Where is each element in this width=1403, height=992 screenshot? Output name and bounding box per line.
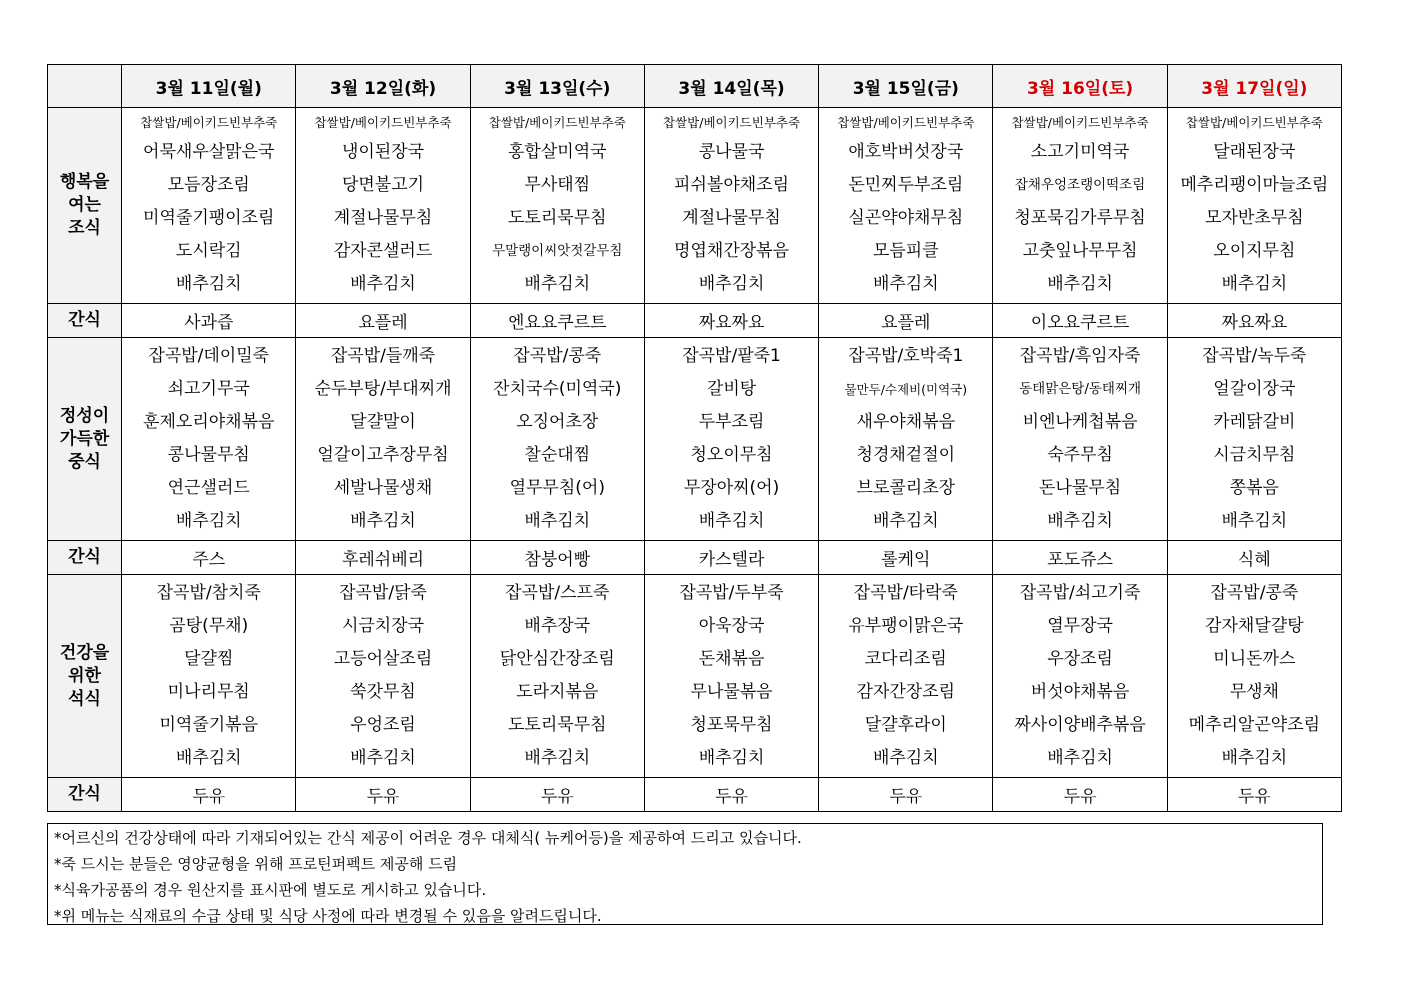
menu-item: 피쉬볼야채조림 — [674, 175, 790, 195]
menu-item: 배추김치 — [872, 274, 939, 294]
day-header: 3월 13일(수) — [470, 65, 644, 108]
snack-cell: 포도쥬스 — [993, 541, 1167, 575]
snack-cell: 엔요요쿠르트 — [470, 304, 644, 338]
menu-item: 세발나물생채 — [333, 478, 433, 498]
menu-item: 계절나물무침 — [682, 208, 781, 228]
menu-item: 찹쌀밥/베이키드빈부추죽 — [488, 115, 626, 130]
menu-item: 새우야채볶음 — [856, 412, 956, 432]
menu-item: 배추김치 — [350, 511, 416, 531]
meal-cell — [993, 108, 1167, 304]
menu-item: 청오이무침 — [690, 445, 773, 465]
menu-item: 모듬피클 — [872, 241, 939, 261]
menu-item: 배추김치 — [872, 511, 939, 531]
menu-item: 청포묵김가루무침 — [1014, 208, 1146, 228]
meal-label-line: 여는 — [68, 195, 101, 215]
menu-item: 배추김치 — [175, 748, 242, 768]
menu-item: 명엽채간장볶음 — [674, 241, 790, 261]
menu-item: 잡곡밥/콩죽 — [513, 346, 602, 366]
menu-item: 배추김치 — [1221, 748, 1288, 768]
snack-cell: 이오요쿠르트 — [993, 304, 1167, 338]
menu-item: 냉이된장국 — [341, 142, 425, 162]
dinner-row — [48, 575, 1342, 778]
menu-item: 배추김치 — [698, 274, 765, 294]
menu-item: 무말랭이씨앗젓갈무침 — [492, 243, 623, 259]
menu-item: 열무장국 — [1047, 616, 1113, 636]
menu-item: 메추리팽이마늘조림 — [1180, 175, 1329, 195]
snack-cell: 요플레 — [296, 304, 470, 338]
meal-cell — [644, 575, 818, 778]
menu-item: 배추김치 — [175, 511, 242, 531]
menu-item: 배추김치 — [175, 274, 242, 294]
breakfast-row — [48, 108, 1342, 304]
menu-item: 코다리조림 — [864, 649, 947, 669]
meal-cell — [470, 108, 644, 304]
snack-label: 간식 — [48, 304, 122, 338]
snack-cell: 요플레 — [819, 304, 993, 338]
menu-item: 우엉조림 — [350, 715, 416, 735]
menu-item: 도라지볶음 — [516, 682, 599, 702]
meal-label-line: 행복을 — [59, 172, 110, 192]
menu-item: 애호박버섯장국 — [848, 142, 964, 162]
snack-row — [48, 778, 1342, 812]
menu-item: 무나물볶음 — [690, 682, 773, 702]
menu-item: 오징어초장 — [516, 412, 599, 432]
menu-item: 잡곡밥/팥죽1 — [682, 346, 781, 366]
menu-item: 콩나물무침 — [167, 445, 250, 465]
menu-item: 배추김치 — [524, 748, 591, 768]
menu-item: 잡곡밥/스프죽 — [505, 583, 610, 603]
menu-item: 계절나물무침 — [333, 208, 433, 228]
menu-item: 배추김치 — [1047, 274, 1113, 294]
menu-item: 훈제오리야채볶음 — [143, 412, 275, 432]
menu-item: 모자반초무침 — [1205, 208, 1304, 228]
snack-cell: 사과즙 — [122, 304, 296, 338]
menu-item: 배추김치 — [524, 511, 591, 531]
menu-item: 소고기미역국 — [1030, 142, 1130, 162]
menu-item: 배추김치 — [1047, 511, 1113, 531]
meal-cell — [1167, 575, 1341, 778]
menu-item: 물만두/수제비(미역국) — [844, 382, 968, 397]
menu-item: 버섯야채볶음 — [1030, 682, 1130, 702]
note-line: *식육가공품의 경우 원산지를 표시판에 별도로 게시하고 있습니다. — [54, 881, 487, 899]
menu-item: 찹쌀밥/베이키드빈부추죽 — [663, 115, 801, 130]
snack-cell: 두유 — [122, 778, 296, 812]
menu-item: 실곤약야채무침 — [848, 208, 964, 228]
menu-item: 우장조림 — [1047, 649, 1113, 669]
snack-cell: 두유 — [993, 778, 1167, 812]
menu-item: 고등어살조림 — [333, 649, 433, 669]
menu-item: 연근샐러드 — [167, 478, 250, 498]
menu-item: 유부팽이맑은국 — [848, 616, 964, 636]
menu-item: 얼갈이장국 — [1213, 379, 1296, 399]
snack-cell: 롤케익 — [819, 541, 993, 575]
day-header: 3월 11일(월) — [122, 65, 296, 108]
menu-item: 잡곡밥/닭죽 — [339, 583, 427, 603]
menu-item: 동태맑은탕/동태찌개 — [1019, 381, 1142, 397]
note-line: *위 메뉴는 식재료의 수급 상태 및 식당 사정에 따라 변경될 수 있음을 알려드립니다. — [54, 907, 602, 925]
menu-item: 달걀말이 — [350, 412, 416, 432]
menu-item: 잡곡밥/타락죽 — [853, 583, 958, 603]
menu-item: 미니돈까스 — [1213, 649, 1296, 669]
menu-item: 브로콜리초장 — [856, 478, 956, 498]
snack-cell: 두유 — [296, 778, 470, 812]
meal-cell — [470, 575, 644, 778]
menu-item: 배추김치 — [350, 748, 416, 768]
menu-item: 배추김치 — [350, 274, 416, 294]
lunch-label — [48, 338, 122, 541]
menu-item: 잡곡밥/녹두죽 — [1202, 346, 1307, 366]
menu-table-body — [48, 108, 1342, 812]
menu-item: 달걀후라이 — [864, 715, 947, 735]
snack-cell: 짜요짜요 — [1167, 304, 1341, 338]
snack-cell: 후레쉬베리 — [296, 541, 470, 575]
menu-item: 모듬장조림 — [167, 175, 250, 195]
menu-item: 배추김치 — [524, 274, 591, 294]
menu-item: 얼갈이고추장무침 — [317, 445, 449, 465]
menu-item: 잡곡밥/쇠고기죽 — [1019, 583, 1141, 603]
snack-cell: 참붕어빵 — [470, 541, 644, 575]
menu-item: 카레닭갈비 — [1213, 412, 1296, 432]
menu-item: 미역줄기팽이조림 — [143, 208, 275, 228]
menu-item: 찰순대찜 — [524, 445, 591, 465]
meal-label-line: 석식 — [68, 688, 101, 709]
meal-cell — [993, 575, 1167, 778]
breakfast-label — [48, 108, 122, 304]
menu-item: 돈나물무침 — [1039, 478, 1122, 498]
menu-item: 돈민찌두부조림 — [848, 175, 964, 195]
meal-cell — [819, 575, 993, 778]
lunch-row — [48, 338, 1342, 541]
menu-item: 달걀찜 — [184, 649, 234, 669]
menu-item: 무장아찌(어) — [683, 478, 780, 498]
menu-item: 비엔나케첩볶음 — [1022, 412, 1138, 432]
menu-item: 미나리무침 — [167, 682, 250, 702]
snack-cell: 두유 — [1167, 778, 1341, 812]
menu-item: 배추김치 — [698, 748, 765, 768]
snack-row — [48, 541, 1342, 575]
day-header: 3월 12일(화) — [296, 65, 470, 108]
meal-cell — [644, 338, 818, 541]
menu-item: 홍합살미역국 — [508, 142, 607, 162]
day-header: 3월 15일(금) — [819, 65, 993, 108]
menu-item: 감자간장조림 — [856, 682, 956, 702]
meal-cell — [296, 338, 470, 541]
menu-item: 메추리알곤약조림 — [1188, 715, 1321, 735]
menu-item: 감자콘샐러드 — [333, 241, 433, 261]
menu-item: 배추장국 — [524, 616, 591, 636]
menu-item: 잡곡밥/흑임자죽 — [1019, 346, 1141, 366]
menu-item: 곰탕(무채) — [169, 616, 249, 636]
dinner-label — [48, 575, 122, 778]
menu-item: 쫑볶음 — [1229, 478, 1279, 498]
menu-item: 청포묵무침 — [690, 715, 773, 735]
meal-label-line: 건강을 — [59, 642, 110, 663]
notes-box — [47, 823, 1323, 925]
snack-cell: 짜요짜요 — [644, 304, 818, 338]
menu-item: 배추김치 — [872, 748, 939, 768]
menu-item: 찹쌀밥/베이키드빈부추죽 — [837, 115, 975, 130]
menu-item: 무사태찜 — [524, 175, 591, 195]
menu-item: 순두부탕/부대찌개 — [314, 379, 452, 399]
menu-item: 어묵새우살맑은국 — [143, 142, 275, 162]
day-header-weekend: 3월 17일(일) — [1167, 65, 1341, 108]
snack-cell: 두유 — [819, 778, 993, 812]
day-header: 3월 14일(목) — [644, 65, 818, 108]
menu-item: 잡곡밥/들깨죽 — [330, 346, 436, 366]
menu-item: 미역줄기볶음 — [159, 715, 259, 735]
day-header-row — [48, 65, 1342, 108]
menu-item: 닭안심간장조림 — [499, 649, 615, 669]
menu-item: 청경채겉절이 — [856, 445, 956, 465]
menu-item: 찹쌀밥/베이키드빈부추죽 — [1185, 115, 1323, 130]
menu-item: 고춧잎나무무침 — [1022, 241, 1138, 261]
menu-item: 잡곡밥/데이밀죽 — [148, 346, 270, 366]
menu-item: 도토리묵무침 — [508, 715, 607, 735]
header-corner-cell — [48, 65, 122, 108]
menu-item: 숙주무침 — [1047, 445, 1113, 465]
menu-item: 시금치장국 — [341, 616, 425, 636]
menu-item: 잡채우엉조랭이떡조림 — [1014, 177, 1146, 193]
meal-cell — [819, 338, 993, 541]
menu-item: 도시락김 — [175, 241, 242, 261]
menu-item: 오이지무침 — [1213, 241, 1296, 261]
menu-item: 찹쌀밥/베이키드빈부추죽 — [140, 115, 278, 130]
menu-item: 돈채볶음 — [698, 649, 765, 669]
menu-item: 달래된장국 — [1213, 142, 1296, 162]
meal-label-line: 정성이 — [59, 405, 110, 426]
snack-label: 간식 — [48, 778, 122, 812]
meal-cell — [993, 338, 1167, 541]
menu-item: 잡곡밥/콩죽 — [1210, 583, 1299, 603]
snack-cell: 두유 — [470, 778, 644, 812]
meal-cell — [470, 338, 644, 541]
menu-item: 배추김치 — [1047, 748, 1113, 768]
menu-item: 당면불고기 — [341, 175, 425, 195]
menu-item: 시금치무침 — [1213, 445, 1296, 465]
meal-label-line: 중식 — [68, 451, 101, 472]
menu-item: 배추김치 — [1221, 274, 1288, 294]
meal-label-line: 위한 — [68, 665, 101, 686]
meal-label-line: 가득한 — [59, 428, 110, 449]
menu-item: 도토리묵무침 — [508, 208, 607, 228]
meal-cell — [122, 108, 296, 304]
snack-cell: 주스 — [122, 541, 296, 575]
menu-item: 잡곡밥/참치죽 — [156, 583, 261, 603]
snack-cell: 식혜 — [1167, 541, 1341, 575]
snack-row — [48, 304, 1342, 338]
meal-cell — [1167, 108, 1341, 304]
meal-cell — [122, 575, 296, 778]
meal-cell — [1167, 338, 1341, 541]
menu-item: 찹쌀밥/베이키드빈부추죽 — [314, 115, 452, 130]
menu-item: 무생채 — [1229, 682, 1279, 702]
meal-cell — [644, 108, 818, 304]
menu-item: 쇠고기무국 — [167, 379, 250, 399]
menu-item: 두부조림 — [698, 412, 765, 432]
note-line: *어르신의 건강상태에 따라 기재되어있는 간식 제공이 어려운 경우 대체식( 뉴케어등)을 제공하여 드리고 있습니다. — [54, 829, 802, 847]
note-line: *죽 드시는 분들은 영양균형을 위해 프로틴퍼펙트 제공해 드림 — [54, 855, 458, 873]
menu-item: 잡곡밥/두부죽 — [679, 583, 784, 603]
weekly-menu-table — [47, 64, 1342, 812]
meal-cell — [122, 338, 296, 541]
menu-item: 잔치국수(미역국) — [493, 379, 622, 399]
meal-cell — [819, 108, 993, 304]
menu-item: 배추김치 — [698, 511, 765, 531]
menu-item: 짜사이양배추볶음 — [1014, 715, 1146, 735]
menu-item: 잡곡밥/호박죽1 — [848, 346, 964, 366]
menu-item: 쑥갓무침 — [350, 682, 416, 702]
menu-item: 콩나물국 — [698, 142, 765, 162]
menu-item: 아욱장국 — [698, 616, 765, 636]
snack-label: 간식 — [48, 541, 122, 575]
snack-cell: 카스텔라 — [644, 541, 818, 575]
snack-cell: 두유 — [644, 778, 818, 812]
day-header-weekend: 3월 16일(토) — [993, 65, 1167, 108]
menu-item: 배추김치 — [1221, 511, 1288, 531]
menu-item: 찹쌀밥/베이키드빈부추죽 — [1011, 115, 1149, 130]
meal-cell — [296, 575, 470, 778]
meal-cell — [296, 108, 470, 304]
menu-item: 감자채달걀탕 — [1205, 616, 1304, 636]
menu-item: 열무무침(어) — [509, 478, 605, 498]
meal-label-line: 조식 — [68, 218, 101, 238]
menu-item: 갈비탕 — [706, 379, 757, 399]
